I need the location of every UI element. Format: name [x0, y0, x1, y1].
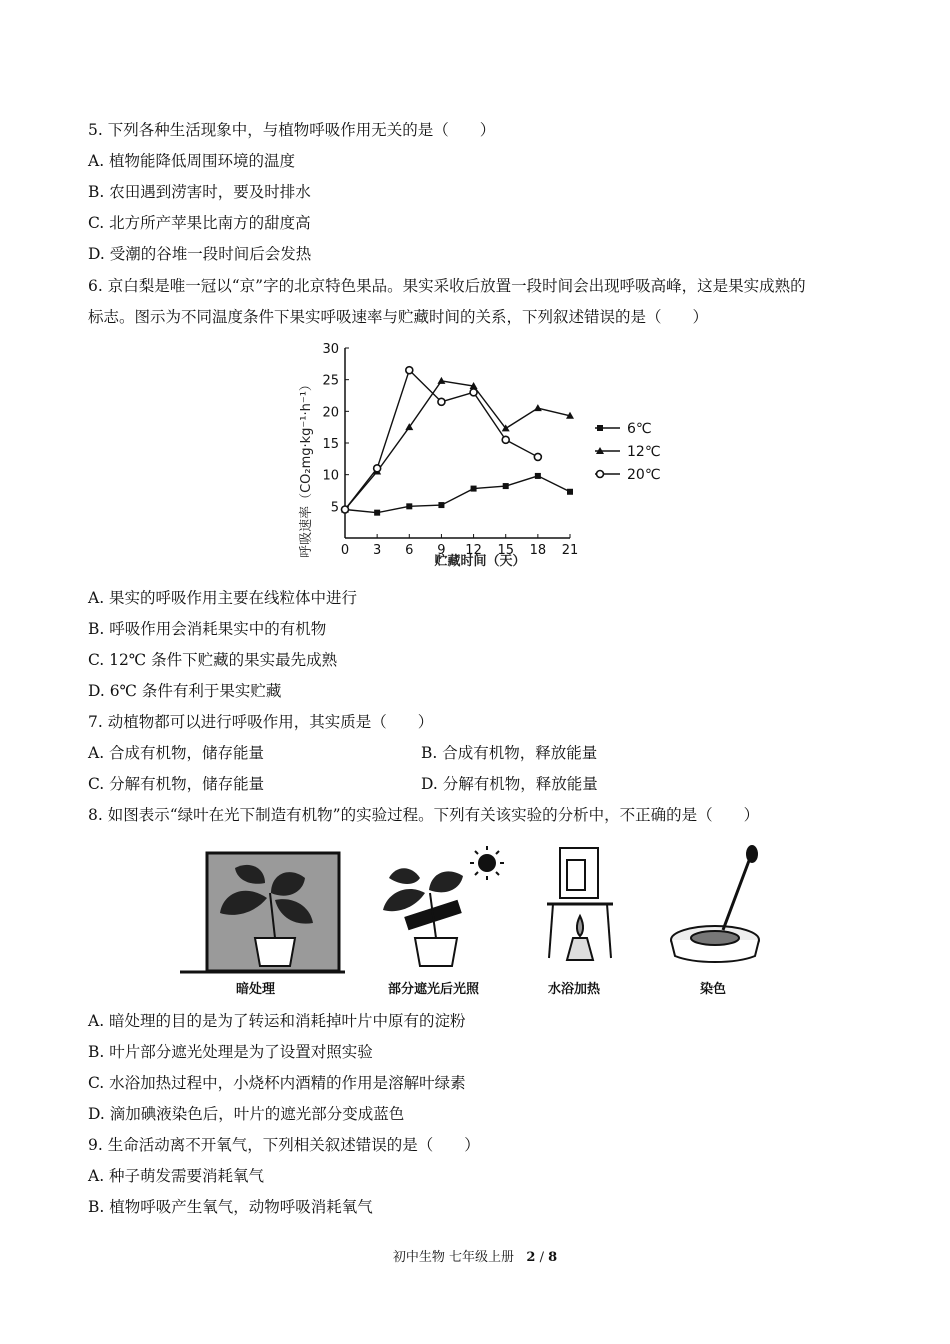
q7-option-a: A. 合成有机物，储存能量 [88, 744, 265, 762]
q7-option-c: C. 分解有机物，储存能量 [88, 775, 265, 793]
y-tick-label: 25 [322, 373, 339, 389]
q8-option-d: D. 滴加碘液染色后，叶片的遮光部分变成蓝色 [88, 1105, 405, 1123]
chart-axes [345, 348, 570, 538]
figure-label-water-bath: 水浴加热 [548, 982, 601, 997]
page-footer [0, 1246, 950, 1265]
respiration-chart [290, 338, 690, 578]
y-tick-label: 20 [322, 405, 339, 421]
q5-option-a: A. 植物能降低周围环境的温度 [88, 152, 296, 170]
footer-page-number: 2 [526, 1250, 536, 1265]
q5-option-d: D. 受潮的谷堆一段时间后会发热 [88, 245, 312, 263]
data-point-square [503, 483, 509, 489]
data-point-square [535, 473, 541, 479]
y-tick-label: 10 [322, 468, 339, 484]
q8-option-b: B. 叶片部分遮光处理是为了设置对照实验 [88, 1043, 373, 1061]
experiment-figure [175, 838, 775, 998]
chart-y-axis-label: 呼吸速率（CO₂mg·kg⁻¹·h⁻¹） [299, 378, 314, 558]
figure-label-shade: 部分遮光后光照 [388, 982, 480, 997]
data-point-triangle [437, 377, 445, 384]
q5-option-b: B. 农田遇到涝害时，要及时排水 [88, 183, 311, 201]
y-tick-label: 15 [322, 437, 339, 452]
y-tick-label: 5 [330, 500, 339, 516]
chart-ticks [322, 342, 578, 558]
q9-option-b: B. 植物呼吸产生氧气，动物呼吸消耗氧气 [88, 1198, 373, 1216]
data-point-square [471, 486, 477, 492]
q9-stem: 9. 生命活动离不开氧气，下列相关叙述错误的是（ ） [88, 1136, 480, 1154]
x-tick-label: 15 [497, 543, 514, 558]
legend-label: 12℃ [627, 444, 661, 460]
q9-option-a: A. 种子萌发需要消耗氧气 [88, 1167, 265, 1185]
q6-option-c: C. 12℃ 条件下贮藏的果实最先成熟 [88, 651, 338, 669]
data-point-square [374, 510, 380, 516]
data-point-square [406, 503, 412, 509]
q7-option-d: D. 分解有机物，释放能量 [421, 775, 598, 793]
data-point-circle [342, 506, 349, 513]
x-tick-label: 3 [373, 543, 382, 558]
data-point-square [597, 425, 603, 431]
data-point-circle [597, 471, 604, 478]
figure-label-dark: 暗处理 [236, 982, 276, 997]
data-point-circle [470, 389, 477, 396]
legend-label: 6℃ [627, 421, 652, 437]
chart-x-axis-label: 贮藏时间（天） [434, 554, 526, 569]
figure-label-staining: 染色 [700, 982, 727, 997]
series-line [345, 381, 570, 510]
footer-separator: / [535, 1250, 549, 1265]
staining-illustration [671, 846, 759, 962]
x-tick-label: 9 [437, 543, 446, 558]
legend-label: 20℃ [627, 467, 661, 483]
data-point-square [438, 502, 444, 508]
chart-series [341, 367, 574, 516]
q8-stem: 8. 如图表示“绿叶在光下制造有机物”的实验过程。下列有关该实验的分析中，不正确的是（ ） [88, 806, 760, 824]
data-point-circle [534, 453, 541, 460]
q6-stem-line1: 6. 京白梨是唯一冠以“京”字的北京特色果品。果实采收后放置一段时间会出现呼吸高峰，这是果实成熟的 [88, 277, 806, 295]
data-point-triangle [534, 404, 542, 411]
x-tick-label: 18 [529, 543, 547, 558]
data-point-square [567, 489, 573, 495]
q7-option-b: B. 合成有机物，释放能量 [421, 744, 598, 762]
footer-total-pages: 8 [548, 1250, 558, 1265]
data-point-circle [438, 398, 445, 405]
q6-option-d: D. 6℃ 条件有利于果实贮藏 [88, 682, 282, 700]
shaded-plant-illustration [383, 846, 504, 966]
q6-option-a: A. 果实的呼吸作用主要在线粒体中进行 [88, 589, 358, 607]
q8-option-c: C. 水浴加热过程中，小烧杯内酒精的作用是溶解叶绿素 [88, 1074, 466, 1092]
data-point-circle [374, 465, 381, 472]
q6-stem-line2: 标志。图示为不同温度条件下果实呼吸速率与贮藏时间的关系，下列叙述错误的是（ ） [88, 308, 709, 326]
data-point-circle [406, 367, 413, 374]
data-point-circle [502, 436, 509, 443]
footer-text: 初中生物 七年级上册 [392, 1250, 514, 1265]
x-tick-label: 6 [405, 543, 414, 558]
q5-stem: 5. 下列各种生活现象中，与植物呼吸作用无关的是（ ） [88, 121, 496, 139]
q7-stem: 7. 动植物都可以进行呼吸作用，其实质是（ ） [88, 713, 434, 731]
dark-box-illustration [180, 853, 345, 972]
q8-option-a: A. 暗处理的目的是为了转运和消耗掉叶片中原有的淀粉 [88, 1012, 466, 1030]
q5-option-c: C. 北方所产苹果比南方的甜度高 [88, 214, 311, 232]
x-tick-label: 21 [561, 543, 579, 558]
water-bath-illustration [547, 848, 613, 960]
x-tick-label: 0 [340, 543, 350, 558]
chart-legend [595, 421, 661, 483]
x-tick-label: 12 [465, 543, 482, 558]
y-tick-label: 30 [322, 342, 339, 357]
series-line [345, 476, 570, 513]
q6-option-b: B. 呼吸作用会消耗果实中的有机物 [88, 620, 327, 638]
